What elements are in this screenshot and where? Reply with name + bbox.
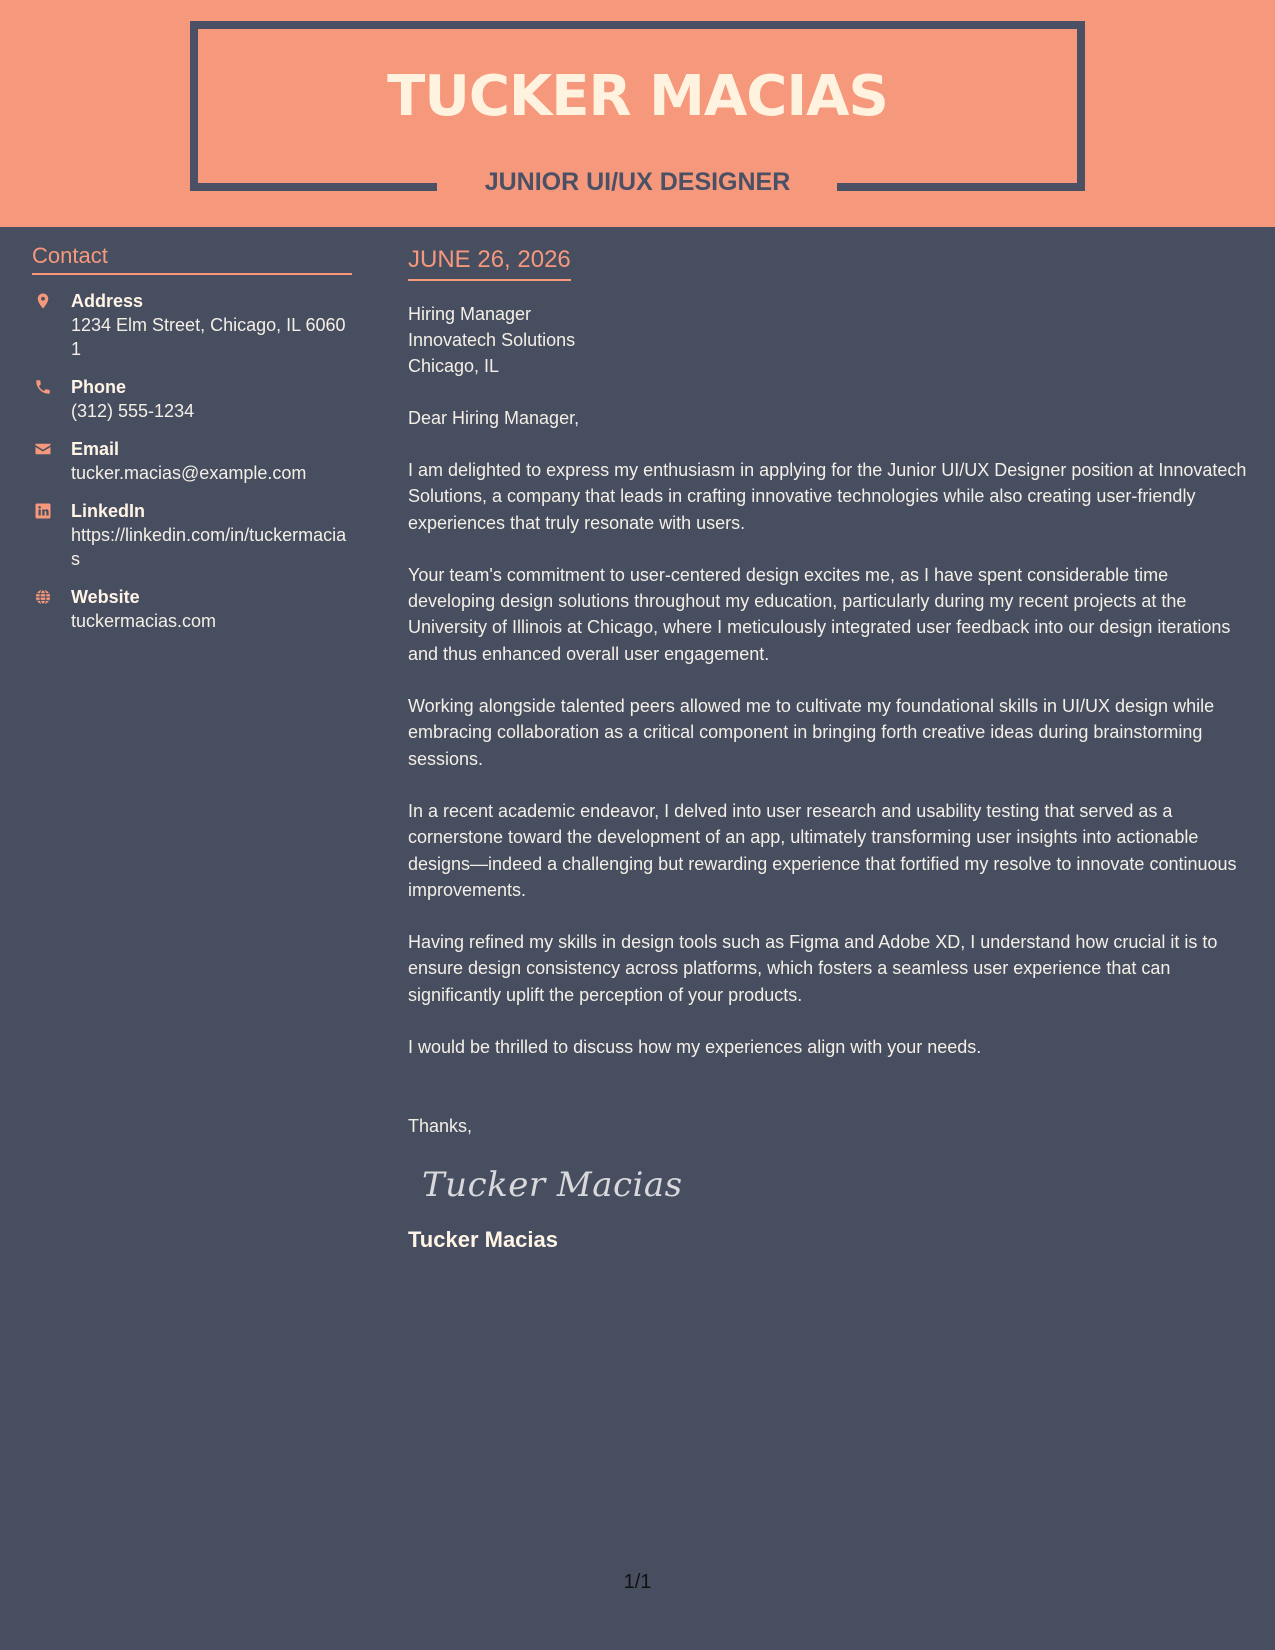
contact-label: Website (71, 587, 140, 607)
contact-value: 1234 Elm Street, Chicago, IL 60601 (71, 315, 346, 359)
phone-icon (34, 378, 52, 396)
letter-paragraph: In a recent academic endeavor, I delved into user research and usability testing that served as a cornerstone toward the development of an app, ultimately transforming user insights into actionable designs—indeed a challenging but rewarding experience that fortified my resolve to innovate continuous improvements. (408, 800, 1237, 900)
contact-value[interactable]: tucker.macias@example.com (71, 463, 307, 483)
letter-paragraph: Working alongside talented peers allowed me to cultivate my foundational skills in UI/UX design while embracing collaboration as a critical component in bringing forth creative ideas during brainstorming sessions. (408, 696, 1215, 769)
letter-date: JUNE 26, 2026 (408, 246, 571, 281)
globe-icon (34, 588, 52, 606)
contact-value[interactable]: tuckermacias.com (71, 611, 217, 631)
contact-label: Email (71, 439, 120, 459)
contact-label: Phone (71, 377, 127, 397)
handwritten-signature: Tucker Macias (422, 1165, 683, 1206)
signer-name: Tucker Macias (408, 1227, 559, 1253)
contact-label: Address (71, 291, 144, 311)
contact-sidebar (32, 243, 352, 633)
recipient-line: Hiring Manager (408, 304, 532, 324)
letter-paragraph: Having refined my skills in design tools such as Figma and Adobe XD, I understand how crucial it is to ensure design consistency across platforms, which fosters a seamless user experience that can significantly uplift the perception of your products. (408, 932, 1218, 1005)
contact-label: LinkedIn (71, 501, 146, 521)
location-pin-icon (34, 292, 52, 310)
contact-item-email (32, 437, 352, 485)
recipient-line: Chicago, IL (408, 356, 500, 376)
salutation: Dear Hiring Manager, (408, 408, 580, 428)
contact-item-linkedin (32, 499, 352, 571)
contact-value: (312) 555-1234 (71, 401, 195, 421)
contact-heading: Contact (32, 243, 352, 275)
letter-paragraph: I am delighted to express my enthusiasm in applying for the Junior UI/UX Designer position at Innovatech Solutions, a company that leads in crafting innovative technologies while also creating user-friendly experiences that truly resonate with users. (408, 460, 1247, 533)
contact-item-website (32, 585, 352, 633)
header-banner (0, 0, 1275, 227)
letter-paragraph: Your team's commitment to user-centered design excites me, as I have spent considerable time developing design solutions throughout my education, particularly during my recent projects at the University of Illinois at Chicago, where I meticulously integrated user feedback into our design iterations and thus enhanced overall user engagement. (408, 564, 1231, 664)
contact-item-address (32, 289, 352, 361)
job-title: JUNIOR UI/UX DESIGNER (484, 168, 791, 196)
contact-item-phone (32, 375, 352, 423)
recipient-line: Innovatech Solutions (408, 330, 576, 350)
recipient-block (408, 301, 1248, 379)
page-number: 1/1 (623, 1571, 652, 1593)
closing: Thanks, (408, 1116, 473, 1137)
contact-value[interactable]: https://linkedin.com/in/tuckermacias (71, 525, 347, 569)
applicant-name: TUCKER MACIAS (387, 64, 888, 129)
linkedin-icon (34, 502, 52, 520)
letter-body (408, 246, 1248, 1253)
envelope-icon (34, 440, 52, 458)
letter-paragraph: I would be thrilled to discuss how my experiences align with your needs. (408, 1037, 982, 1058)
